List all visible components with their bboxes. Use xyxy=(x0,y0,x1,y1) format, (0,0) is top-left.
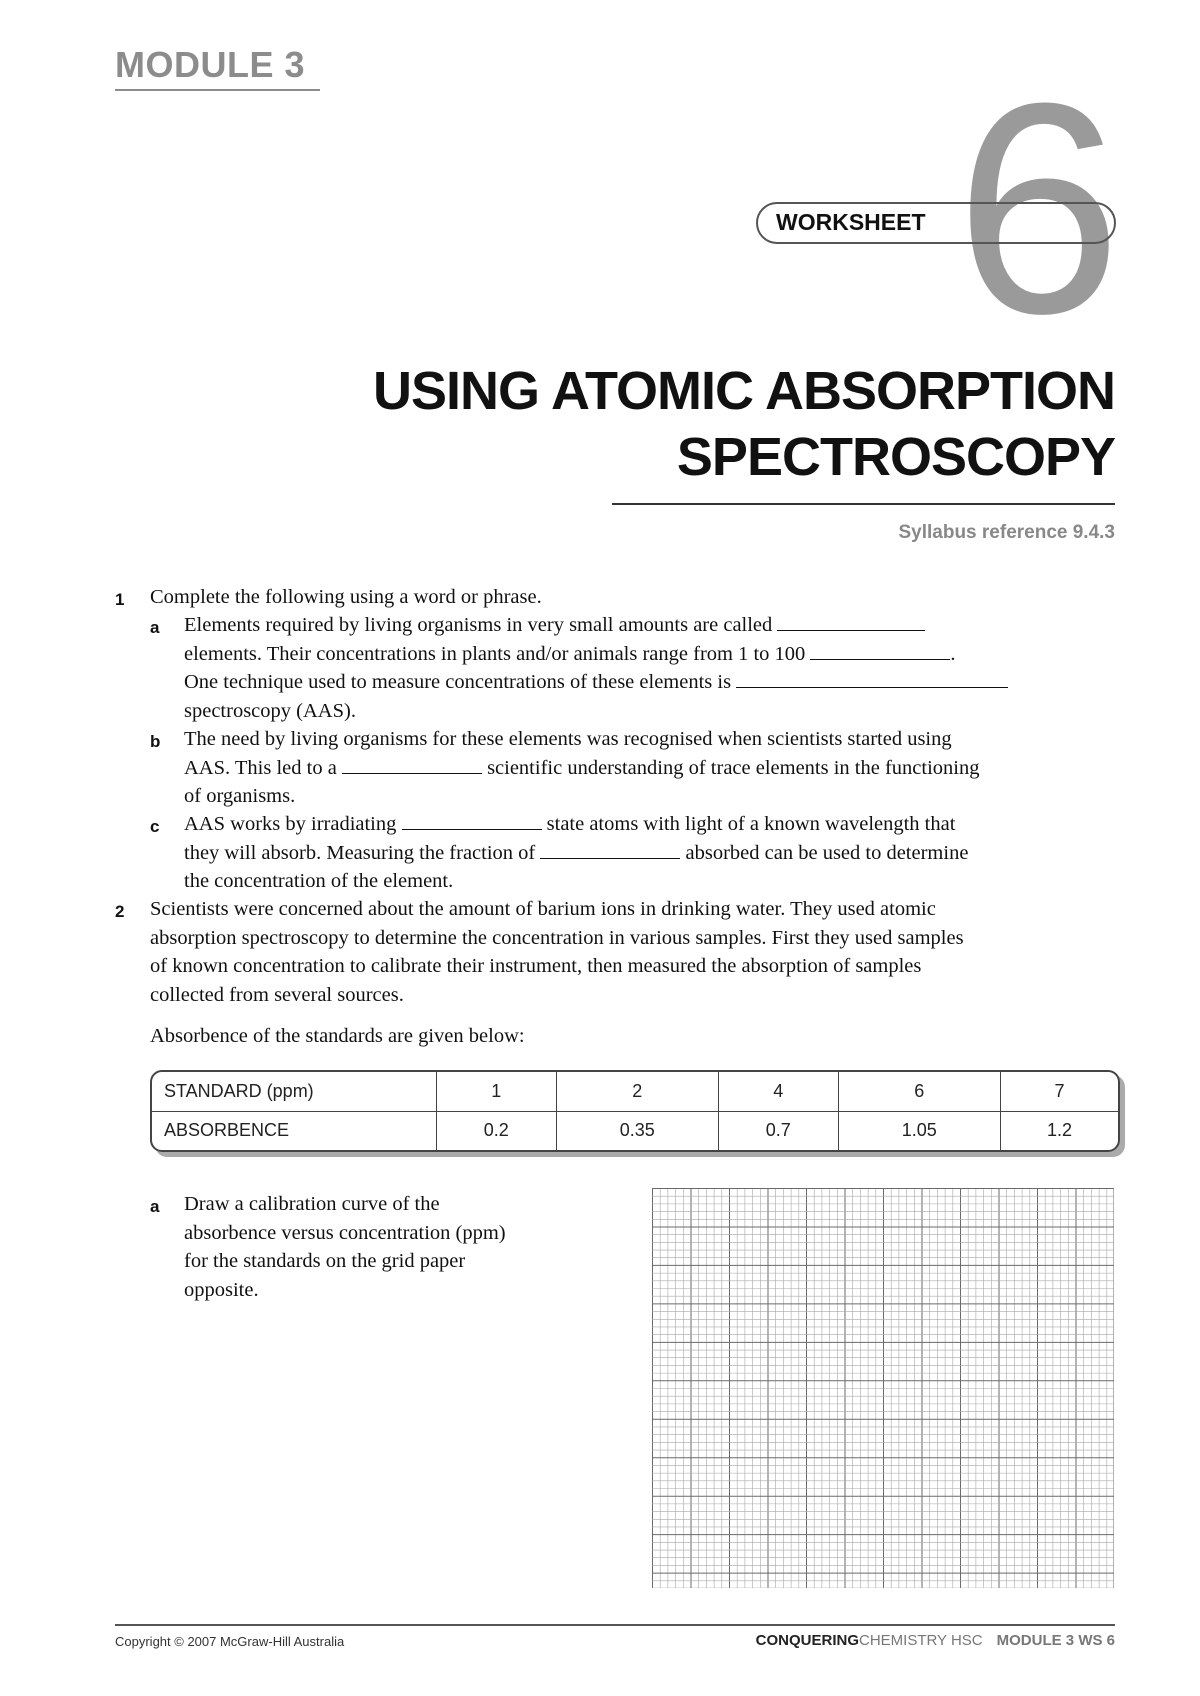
q2a-line-3: for the standards on the grid paper xyxy=(184,1250,466,1272)
table-cell: 7 xyxy=(1000,1072,1118,1111)
table-cell: 0.7 xyxy=(718,1111,838,1150)
q1a-line-4: spectroscopy (AAS). xyxy=(184,699,356,722)
answer-blank[interactable] xyxy=(342,755,482,774)
question-2-number: 2 xyxy=(115,902,125,921)
question-1a-letter: a xyxy=(150,618,160,637)
q1c-line-3: the concentration of the element. xyxy=(184,870,454,892)
table-cell: 1.2 xyxy=(1046,1120,1072,1141)
table-intro: Absorbence of the standards are given below: xyxy=(150,1025,525,1047)
brand-light: CHEMISTRY HSC xyxy=(859,1632,983,1649)
answer-blank[interactable] xyxy=(777,612,925,631)
answer-blank[interactable] xyxy=(402,811,542,830)
question-1b-letter: b xyxy=(150,732,161,751)
brand-bold: CONQUERING xyxy=(755,1632,859,1649)
footer-rule xyxy=(115,1624,1115,1626)
question-1a-text xyxy=(184,611,1104,725)
title-line-2: SPECTROSCOPY xyxy=(676,427,1115,487)
syllabus-reference: Syllabus reference 9.4.3 xyxy=(898,522,1115,543)
q1b-line-3: of organisms. xyxy=(184,785,296,807)
answer-blank[interactable] xyxy=(736,669,1008,688)
question-1c-letter: c xyxy=(150,817,160,836)
q1b-line-1: The need by living organisms for these elements was recognised when scientists started using xyxy=(184,728,952,750)
question-1b-text xyxy=(184,725,1104,811)
q2-line-4: collected from several sources. xyxy=(150,983,404,1006)
worksheet-label: WORKSHEET xyxy=(776,209,926,235)
title-line-1: USING ATOMIC ABSORPTION xyxy=(372,361,1115,421)
table-cell: 1 xyxy=(437,1072,557,1111)
table-cell: 1.05 xyxy=(838,1111,1000,1150)
q2a-line-2: absorbence versus concentration (ppm) xyxy=(184,1221,506,1244)
q1a-line-2 xyxy=(184,640,1104,669)
page-title xyxy=(373,358,1115,490)
table-cell: 4 xyxy=(718,1072,838,1111)
answer-blank[interactable] xyxy=(810,641,950,660)
q2-line-3: of known concentration to calibrate their instrument, then measured the absorption of samples xyxy=(150,955,922,977)
standards-table xyxy=(150,1070,1120,1152)
q1c-line-2 xyxy=(184,839,1104,868)
question-1-intro: Complete the following using a word or phrase. xyxy=(150,586,542,608)
footer-brand xyxy=(756,1632,1115,1649)
q1c-text-1a: AAS works by irradiating xyxy=(184,813,397,835)
q1c-text-2b: absorbed can be used to determine xyxy=(685,841,969,864)
table-row xyxy=(152,1072,1118,1111)
question-2-text xyxy=(150,895,1115,1009)
q1a-line-1 xyxy=(184,611,1104,640)
q2a-line-1: Draw a calibration curve of the xyxy=(184,1193,440,1215)
q1a-text-1: Elements required by living organisms in very small amounts are called xyxy=(184,614,773,636)
q1a-line-3 xyxy=(184,668,1104,697)
q1a-text-2: elements. Their concentrations in plants and/or animals range from 1 to 100 xyxy=(184,642,806,665)
table-cell: 0.2 xyxy=(437,1111,557,1150)
q1a-text-3: One technique used to measure concentrations of these elements is xyxy=(184,671,732,693)
table-cell: 2 xyxy=(556,1072,718,1111)
table-cell: 6 xyxy=(838,1072,1000,1111)
q1c-text-2a: they will absorb. Measuring the fraction of xyxy=(184,841,536,864)
question-1-number: 1 xyxy=(115,590,125,609)
copyright: Copyright © 2007 McGraw-Hill Australia xyxy=(115,1634,345,1649)
question-2a-letter: a xyxy=(150,1197,160,1216)
title-underline xyxy=(612,503,1115,505)
answer-blank[interactable] xyxy=(540,840,680,859)
graph-paper-grid[interactable] xyxy=(652,1188,1114,1588)
q1b-text-2b: scientific understanding of trace elements in the functioning xyxy=(487,756,980,779)
q1c-text-1b: state atoms with light of a known wavelength that xyxy=(546,813,956,835)
q2a-line-4: opposite. xyxy=(184,1278,259,1301)
q1b-line-2 xyxy=(184,754,1104,783)
question-1c-text xyxy=(184,810,1104,896)
q1a-period: . xyxy=(950,642,956,665)
table-cell: 0.35 xyxy=(556,1111,718,1150)
table-row xyxy=(152,1111,1118,1150)
module-label: MODULE 3 xyxy=(115,44,306,85)
worksheet-number: 6 xyxy=(955,40,1122,376)
module-underline xyxy=(115,89,320,91)
worksheet-reference: MODULE 3 WS 6 xyxy=(996,1632,1115,1649)
q1c-line-1 xyxy=(184,810,1104,839)
q2-line-2: absorption spectroscopy to determine the concentration in various samples. First they used samples xyxy=(150,926,964,949)
table-row-header: STANDARD (ppm) xyxy=(152,1072,437,1111)
q1b-text-2a: AAS. This led to a xyxy=(184,756,337,779)
question-2a-text xyxy=(184,1190,506,1304)
q2-line-1: Scientists were concerned about the amount of barium ions in drinking water. They used atomic xyxy=(150,898,936,920)
table-row-header: ABSORBENCE xyxy=(152,1111,437,1150)
